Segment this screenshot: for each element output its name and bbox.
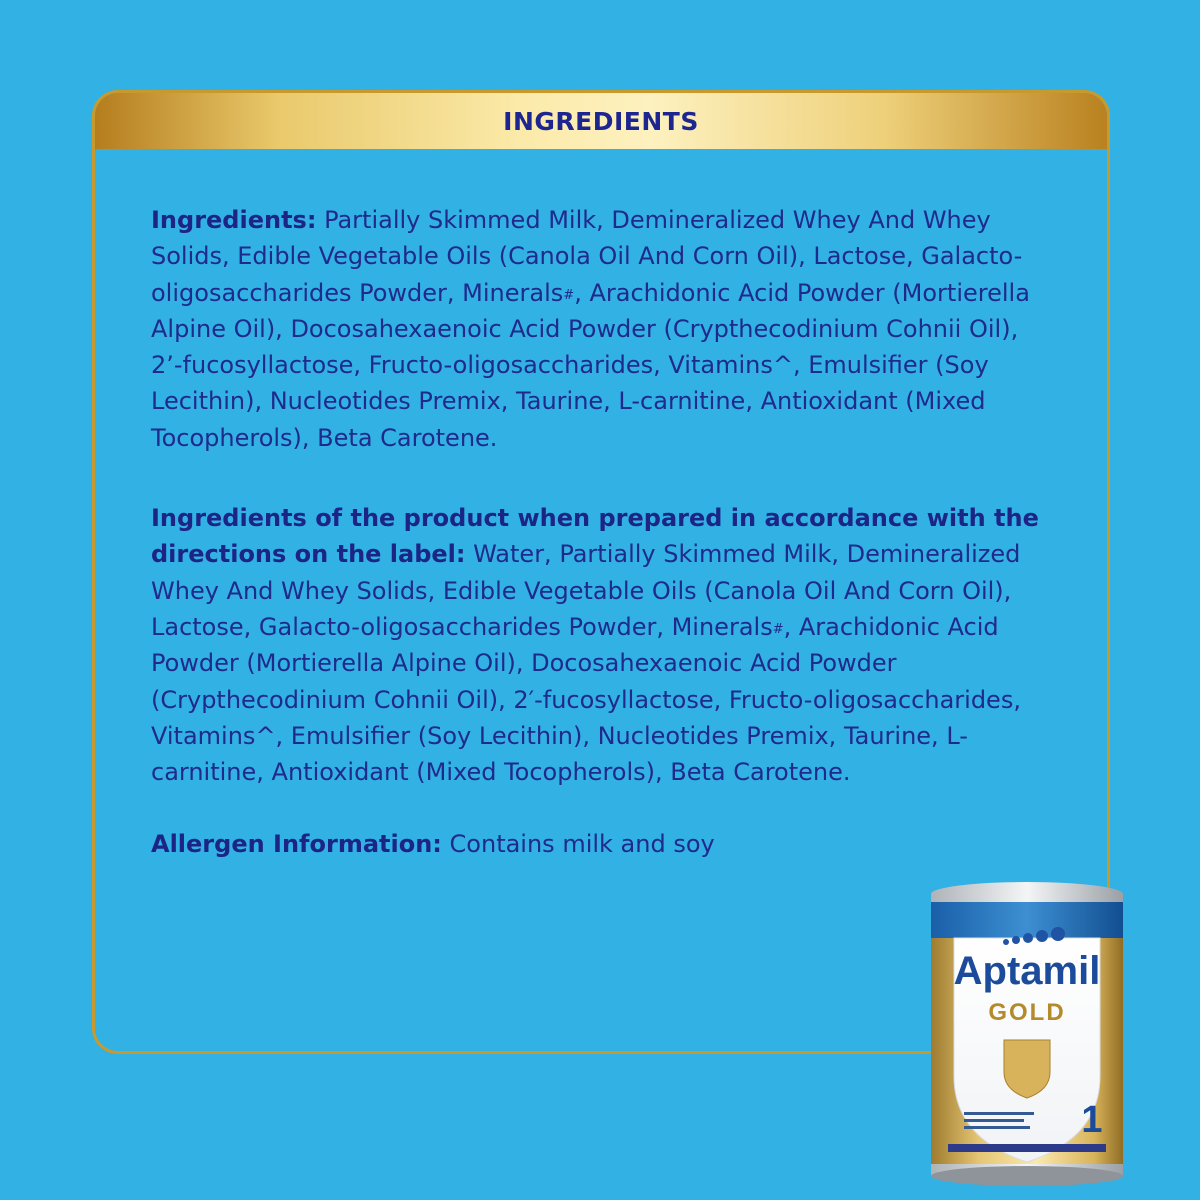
ingredients-content (151, 202, 1051, 863)
panel-header (95, 93, 1107, 149)
product-stage: 1 (1081, 1099, 1103, 1141)
product-can-image (924, 880, 1130, 1190)
product-variant: GOLD (988, 999, 1066, 1026)
ingredients-text-b: , Arachidonic Acid Powder (Mortierella Alpine Oil), Docosahexaenoic Acid Powder (Crypthecodinium Cohnii Oil), 2’-fucosyllactose, Fructo-oligosaccharides, Vitamins^, Emulsifier (Soy Lecithin), Nucleotides Premix, Taurine, L-carnitine, Antioxidant (Mixed Tocopherols), Beta Carotene. (151, 278, 1030, 452)
prepared-text-a: Water, Partially Skimmed Milk, Demineralized Whey And Whey Solids, Edible Vegetable Oils (Canola Oil And Corn Oil), Lactose, Galacto-oligosaccharides Powder, Minerals (151, 540, 1021, 641)
panel-title: INGREDIENTS (503, 106, 699, 136)
allergen-label: Allergen Information: (151, 830, 442, 859)
prepared-minerals-mark: # (772, 621, 784, 637)
ingredients-text-a: Partially Skimmed Milk, Demineralized Whey And Whey Solids, Edible Vegetable Oils (Canola Oil And Corn Oil), Lactose, Galacto-oligosaccharides Powder, Minerals (151, 206, 1023, 307)
minerals-mark: # (563, 287, 575, 303)
product-brand: Aptamil (953, 949, 1101, 993)
ingredients-label: Ingredients: (151, 206, 317, 234)
prepared-ingredients-paragraph (151, 500, 1051, 790)
prepared-ingredients-label: Ingredients of the product when prepared in accordance with the directions on the label: (151, 504, 1039, 569)
allergen-text: Contains milk and soy (441, 830, 715, 859)
prepared-text-b: , Arachidonic Acid Powder (Mortierella Alpine Oil), Docosahexaenoic Acid Powder (Crypthecodinium Cohnii Oil), 2′-fucosyllactose, Fructo-oligosaccharides, Vitamins^, Emulsifier (Soy Lecithin), Nucleotides Premix, Taurine, L-carnitine, Antioxidant (Mixed Tocopherols), Beta Carotene. (151, 612, 1021, 787)
ingredients-paragraph (151, 202, 1051, 456)
allergen-paragraph (151, 826, 1051, 862)
